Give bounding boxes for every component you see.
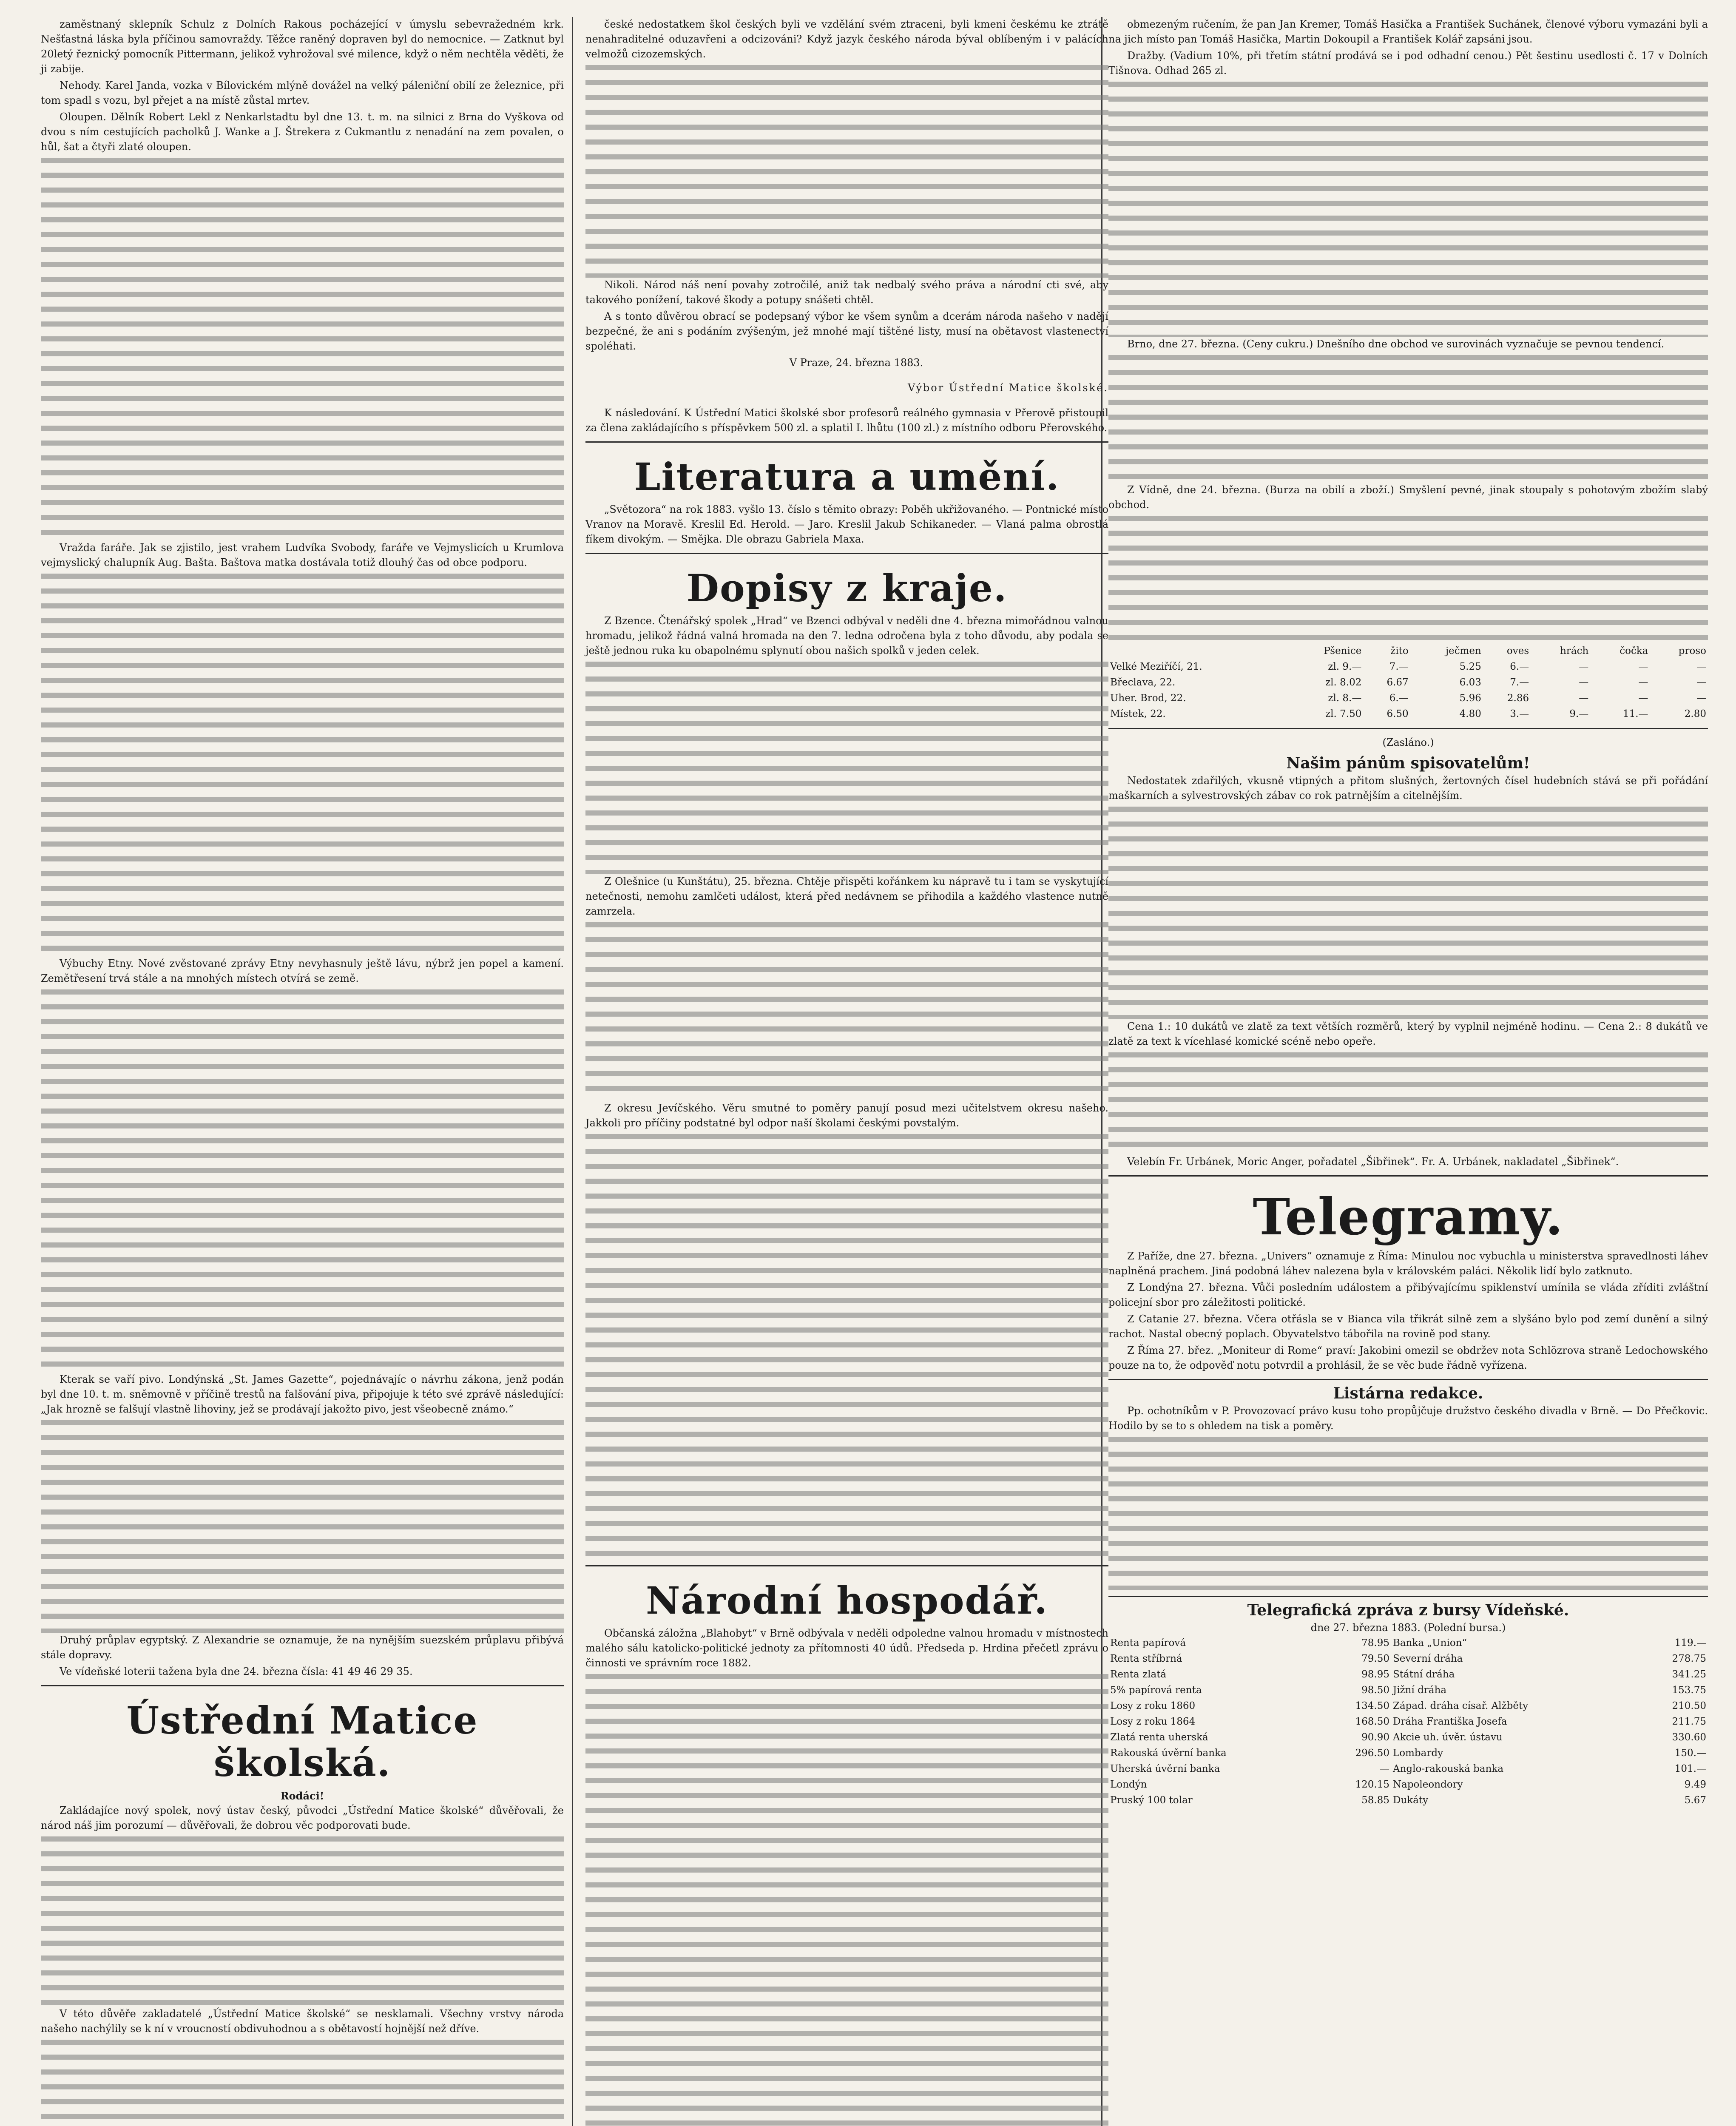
illegible-text-block [1108, 82, 1708, 337]
illegible-text-block [41, 2040, 564, 2126]
table-cell: — [1379, 1763, 1389, 1774]
table-cell: 330.60 [1672, 1732, 1706, 1743]
table-cell: Severní dráha [1392, 1653, 1463, 1664]
table-cell: Uher. Brod, 22. [1110, 693, 1186, 704]
table-header-cell [1108, 643, 1287, 659]
table-cell: 79.50 [1361, 1653, 1389, 1664]
column-right [1107, 17, 1710, 2126]
illegible-text-block [585, 1674, 1108, 2126]
illegible-text-block [1108, 1052, 1708, 1154]
article-paragraph: Kterak se vaří pivo. Londýnská „St. James Gazette“, pojednávajíc o návrhu zákona, jenž podán byl dne 10. t. m. sněmovně v příčině trestů na falšování piva, připojuje k této své zprávě následující: „Jak hrozně se falšují vlastně lihoviny, jež se prodávají jakožto pivo, jest všeobecně známo.“ [41, 1373, 564, 1415]
table-cell: 134.50 [1355, 1700, 1389, 1711]
table-cell: 98.95 [1361, 1669, 1389, 1680]
illegible-text-block [585, 662, 1108, 874]
table-cell: 98.50 [1361, 1685, 1389, 1696]
article-paragraph: Brno, dne 27. března. (Ceny cukru.) Dnešního dne obchod ve surovinách vyznačuje se pevnou tendencí. [1127, 338, 1665, 350]
table-cell: Akcie uh. úvěr. ústavu [1392, 1732, 1503, 1743]
table-row [1108, 1761, 1708, 1777]
illegible-text-block [41, 158, 564, 540]
table-cell: 2.86 [1507, 693, 1529, 704]
table-cell: Renta zlatá [1110, 1669, 1167, 1680]
table-cell: 2.80 [1684, 708, 1706, 719]
table-header-cell: čočka [1620, 645, 1648, 657]
illegible-text-block [41, 574, 564, 956]
section-title-literatura: Literatura a umění. [634, 455, 1060, 499]
section-title-listarna: Listárna redakce. [1333, 1384, 1483, 1402]
illegible-text-block [1108, 516, 1708, 643]
table-cell: Dráha Františka Josefa [1392, 1716, 1507, 1727]
table-cell: zl. 7.50 [1325, 708, 1362, 719]
article-paragraph: Z Catanie 27. března. Včera otřásla se v Bianca vila třikrát silně zem a slyšáno bylo pod zemí dunění a silný rachot. Nastal obecný poplach. Obyvatelstvo tábořila na rovině pod stany. [1108, 1313, 1708, 1340]
table-header-cell: hrách [1560, 645, 1589, 657]
table-row [1108, 1651, 1708, 1667]
table-cell: Uherská úvěrní banka [1110, 1763, 1220, 1774]
table-cell: 5.67 [1684, 1795, 1706, 1806]
article-paragraph: Z Bzence. Čtenářský spolek „Hrad“ ve Bzenci odbýval v neděli dne 4. března mimořádnou valnou hromadu, jelikož řádná valná hromada na den 7. ledna odročena byla z toho důvodu, aby podala se ještě jednou ruka ku obapolnému splynutí obou našich spolků v jeden celek. [585, 615, 1108, 657]
table-cell: — [1696, 661, 1706, 672]
table-cell: 9.49 [1684, 1779, 1706, 1790]
illegible-text-block [41, 1836, 564, 2007]
table-row [1108, 1745, 1708, 1761]
grain-price-table [1108, 643, 1708, 722]
column-rule-1 [572, 17, 573, 2126]
section-title-matice: Ústřední Matice školská. [126, 1698, 478, 1785]
table-cell: 90.90 [1361, 1732, 1389, 1743]
section-divider [41, 1685, 564, 1686]
illegible-text-block [1108, 807, 1708, 1019]
article-paragraph: Druhý průplav egyptský. Z Alexandrie se oznamuje, že na nynějším suezském průplavu přibývá stále dopravy. [41, 1634, 564, 1661]
table-row [1108, 1667, 1708, 1683]
article-paragraph: Z Londýna 27. března. Vůči posledním událostem a přibývajícímu spiklenství umínila se vláda zříditi zvláštní policejní sbor pro záležitosti politické. [1108, 1282, 1708, 1308]
table-cell: Rakouská úvěrní banka [1110, 1748, 1227, 1759]
table-cell: 4.80 [1459, 708, 1481, 719]
article-paragraph: Nikoli. Národ náš není povahy zotročilé, aniž tak nedbalý svého práva a národní cti své, aby takového ponížení, takové škody a potupy snášeti chtěl. [585, 279, 1108, 306]
article-paragraph: Cena 1.: 10 dukátů ve zlatě za text větších rozměrů, který by vyplnil nejméně hodinu. — Cena 2.: 8 dukátů ve zlatě za text k vícehlasé komické scéně nebo opeře. [1108, 1020, 1708, 1047]
table-cell: Losy z roku 1864 [1110, 1716, 1196, 1727]
table-header-row [1108, 643, 1708, 659]
article-paragraph: Vražda faráře. Jak se zjistilo, jest vrahem Ludvíka Svobody, faráře ve Vejmyslicích u Krumlova vejmyslický chalupník Aug. Bašta. Baštova matka dostávala totiž dlouhý čas od obce podporu. [41, 542, 564, 568]
table-cell: Napoleondory [1392, 1779, 1463, 1790]
table-cell: — [1638, 661, 1648, 672]
bourse-table [1108, 1635, 1708, 1808]
table-cell: Státní dráha [1392, 1669, 1455, 1680]
section-divider [1108, 1596, 1708, 1597]
article-paragraph: české nedostatkem škol českých byli ve vzdělání svém ztraceni, byli kmeni českému ke ztrátě nenahraditelné oduzavřeni a odcizováni? Když jazyk českého národa býval oblíbeným i v palácích velmožů cizozemských. [585, 18, 1108, 60]
table-cell: zl. 9.— [1328, 661, 1362, 672]
article-paragraph: Z Vídně, dne 24. března. (Burza na obilí a zboží.) Smyšlení pevné, jinak stoupaly s pohotovým zbožím slabý obchod. [1108, 484, 1708, 511]
table-cell: Jižní dráha [1392, 1685, 1447, 1696]
table-cell: 211.75 [1672, 1716, 1706, 1727]
article-paragraph: Nehody. Karel Janda, vozka v Bílovickém mlýně dovážel na velký páleniční obilí ze železnice, při tom spadl s vozu, byl přejet a na místě zůstal mrtev. [41, 80, 564, 106]
table-cell: Anglo-rakouská banka [1392, 1763, 1504, 1774]
table-row [1108, 1683, 1708, 1698]
table-row [1108, 1635, 1708, 1651]
table-cell: 6.67 [1387, 677, 1409, 688]
table-cell: 6.03 [1459, 677, 1481, 688]
article-paragraph: Zakládajíce nový spolek, nový ústav český, původci „Ústřední Matice školské“ důvěřovali, že národ náš jim porozumí — důvěřovali, že dobrou věc podporovati bude. [41, 1805, 564, 1831]
article-paragraph: Výbuchy Etny. Nové zvěstované zprávy Etny nevyhasnuly ještě lávu, nýbrž jen popel a kamení. Zemětřesení trvá stále a na mnohých místech otvírá se země. [41, 958, 564, 984]
section-title-hospodar: Národní hospodář. [645, 1578, 1048, 1623]
table-cell: 3.— [1510, 708, 1529, 719]
table-cell: Lombardy [1392, 1748, 1443, 1759]
table-header-cell: ječmen [1446, 645, 1481, 657]
table-row [1108, 659, 1708, 675]
article-paragraph: obmezeným ručením, že pan Jan Kremer, Tomáš Hasička a František Suchánek, členové výboru vymazáni byli a na jich místo pan Tomáš Hasička, Martin Dokoupil a František Kolář zapsáni jsou. [1108, 18, 1708, 45]
article-paragraph: Oloupen. Dělník Robert Lekl z Nenkarlstadtu byl dne 13. t. m. na silnici z Brna do Vyškova od dvou s ním cestujících pacholků J. Wanke a J. Štrekera z Cukmantlu z nenadání na zem povalen, o hůl, šat a čtyři zlaté oloupen. [41, 111, 564, 153]
table-row [1108, 675, 1708, 691]
table-cell: — [1696, 677, 1706, 688]
table-cell: — [1696, 693, 1706, 704]
table-cell: 58.85 [1361, 1795, 1389, 1806]
table-cell: 296.50 [1355, 1748, 1389, 1759]
illegible-text-block [41, 989, 564, 1372]
section-divider [1108, 1175, 1708, 1177]
section-title-telegramy: Telegramy. [1253, 1187, 1564, 1246]
table-cell: Londýn [1110, 1779, 1147, 1790]
table-cell: 168.50 [1355, 1716, 1389, 1727]
article-paragraph: Dražby. (Vadium 10%, při třetím státní prodává se i pod odhadní cenou.) Pět šestinu usedlosti č. 17 v Dolních Tišnova. Odhad 265 zl. [1108, 50, 1708, 77]
table-cell: 7.— [1389, 661, 1409, 672]
table-row [1108, 1793, 1708, 1808]
table-cell: zl. 8.02 [1325, 677, 1362, 688]
table-cell: Renta stříbrná [1110, 1653, 1182, 1664]
section-divider [585, 441, 1108, 443]
article-paragraph: Pp. ochotníkům v P. Provozovací právo kusu toho propůjčuje družstvo českého divadla v Brně. — Do Přečkovic. Hodilo by se to s ohledem na tisk a poměry. [1108, 1405, 1708, 1432]
table-cell: — [1638, 677, 1648, 688]
table-cell: 101.— [1674, 1763, 1706, 1774]
section-divider [585, 553, 1108, 554]
table-cell: 120.15 [1355, 1779, 1389, 1790]
article-paragraph: Z okresu Jevíčského. Věru smutné to poměry panují posud mezi učitelstvem okresu našeho. Jakkoli pro příčiny podstatné byl odpor naší školami českými povstalým. [585, 1102, 1108, 1129]
article-paragraph: V této důvěře zakladatelé „Ústřední Matice školské“ se nesklamali. Všechny vrstvy národa našeho nachýlily se k ní v vroucností obdivuhodnou a s obětavostí hojnější než dříve. [41, 2008, 564, 2035]
signature-name: Výbor Ústřední Matice školské. [908, 382, 1108, 394]
burza-subtitle: dne 27. března 1883. (Polední bursa.) [1310, 1622, 1506, 1634]
table-cell: Místek, 22. [1110, 708, 1166, 719]
signature-date: V Praze, 24. března 1883. [789, 357, 923, 369]
table-cell: Losy z roku 1860 [1110, 1700, 1196, 1711]
lottery-numbers: Ve vídeňské loterii tažena byla dne 24. března čísla: 41 49 46 29 35. [60, 1666, 413, 1677]
table-cell: — [1579, 677, 1589, 688]
table-cell: Zlatá renta uherská [1110, 1732, 1208, 1743]
table-cell: Banka „Union“ [1392, 1637, 1467, 1649]
table-cell: zl. 8.— [1328, 693, 1362, 704]
illegible-text-block [585, 1134, 1108, 1559]
table-cell: 5% papírová renta [1110, 1685, 1202, 1696]
article-paragraph: „Světozora“ na rok 1883. vyšlo 13. číslo s těmito obrazy: Poběh ukřižovaného. — Pontnické místo Vranov na Moravě. Kreslil Ed. Herold. — Jaro. Kreslil Jakub Schikaneder. — Vlaná palma obrostlá fíkem divokým. — Smějka. Dle obrazu Gabriela Maxa. [585, 503, 1108, 545]
table-row [1108, 706, 1708, 722]
table-cell: 210.50 [1672, 1700, 1706, 1711]
table-cell: — [1579, 693, 1589, 704]
table-cell: 278.75 [1672, 1653, 1706, 1664]
table-cell: 119.— [1674, 1637, 1706, 1649]
table-cell: 9.— [1569, 708, 1589, 719]
table-row [1108, 1777, 1708, 1793]
article-paragraph: Nedostatek zdařilých, vkusně vtipných a přitom slušných, žertovných čísel hudebních stává se při pořádání maškarních a sylvestrovských zábav co rok patrnějším a citelnějším. [1108, 775, 1708, 802]
table-cell: Západ. dráha císař. Alžběty [1392, 1700, 1529, 1711]
illegible-text-block [1108, 1437, 1708, 1590]
illegible-text-block [1108, 355, 1708, 483]
column-middle [584, 17, 1110, 2126]
column-left [39, 17, 565, 2126]
table-row [1108, 1714, 1708, 1730]
table-cell: 341.25 [1672, 1669, 1706, 1680]
table-cell: 7.— [1510, 677, 1529, 688]
table-cell: Břeclava, 22. [1110, 677, 1176, 688]
table-cell: 5.96 [1459, 693, 1481, 704]
table-cell: 5.25 [1459, 661, 1481, 672]
illegible-text-block [585, 922, 1108, 1101]
article-paragraph: A s tonto důvěrou obrací se podepsaný výbor ke všem synům a dcerám národa našeho v nadějí bezpečné, že ani s podáním zvýšeným, jež mnohé mají tištěné listy, musí na obětavost vlastenectví spoléhati. [585, 310, 1108, 352]
section-divider [585, 1565, 1108, 1566]
table-header-cell: Pšenice [1324, 645, 1362, 657]
table-cell: Renta papírová [1110, 1637, 1186, 1649]
table-cell: — [1579, 661, 1589, 672]
article-paragraph: Z Paříže, dne 27. března. „Univers“ oznamuje z Říma: Minulou noc vybuchla u ministerstva spravedlnosti láhev naplněná prachem. Jiná podobná láhev nalezena byla v královském paláci. Několik lidí bylo zatknuto. [1108, 1250, 1708, 1277]
table-cell: 11.— [1622, 708, 1648, 719]
article-paragraph: Z Olešnice (u Kunštátu), 25. března. Chtěje přispěti kořánkem ku nápravě tu i tam se vyskytující netečnosti, nemohu zamlčeti událost, která před nedávnem se přihodila a každého vlastence nutně zamrzela. [585, 875, 1108, 917]
table-row [1108, 691, 1708, 706]
article-paragraph: zaměstnaný sklepník Schulz z Dolních Rakous pocházející v úmyslu sebevražedném krk. Nešťastná láska byla příčinou samovraždy. Těžce raněný dopraven byl do nemocnice. — Zatknut byl 20letý řeznický pomocník Pittermann, jelikož vyhrožoval své milence, když o něm nechtěla věděti, že ji zabije. [41, 18, 564, 75]
table-header-cell: žito [1390, 645, 1409, 657]
table-row [1108, 1730, 1708, 1745]
zaslano-label: (Zasláno.) [1382, 736, 1434, 748]
table-cell: 6.— [1510, 661, 1529, 672]
zaslano-title: Našim pánům spisovatelům! [1286, 754, 1530, 772]
article-paragraph: Občanská záložna „Blahobyt“ v Brně odbývala v neděli odpoledne valnou hromadu v místnostech malého sálu katolicko-politické jednoty za přítomnosti 40 údů. Předseda p. Hrdina přečetl zprávu o činnosti ve správním roce 1882. [585, 1627, 1108, 1669]
illegible-text-block [41, 1420, 564, 1633]
table-cell: Pruský 100 tolar [1110, 1795, 1193, 1806]
table-row [1108, 1698, 1708, 1714]
table-cell: 153.75 [1672, 1685, 1706, 1696]
table-cell: Velké Meziříčí, 21. [1110, 661, 1202, 672]
table-cell: 6.50 [1387, 708, 1409, 719]
section-divider [1108, 728, 1708, 729]
table-header-cell: proso [1678, 645, 1706, 657]
section-title-burza: Telegrafická zpráva z bursy Vídeňské. [1247, 1601, 1569, 1619]
table-cell: 6.— [1389, 693, 1409, 704]
table-cell: Dukáty [1392, 1795, 1429, 1806]
illegible-text-block [585, 65, 1108, 278]
table-cell: 78.95 [1361, 1637, 1389, 1649]
table-header-cell: oves [1506, 645, 1529, 657]
section-divider [1108, 1379, 1708, 1380]
article-paragraph: Z Říma 27. břez. „Moniteur di Rome“ praví: Jakobini omezil se obdržev nota Schlözrova straně Ledochowského pouze na to, že odpověď notu potvrdil a prohlásil, že se věc bude řádně vyřízena. [1108, 1344, 1708, 1371]
table-cell: — [1638, 693, 1648, 704]
article-paragraph: K následování. K Ústřední Matici školské sbor profesorů reálného gymnasia v Přerově přistoupil za člena zakládajícího s příspěvkem 500 zl. a splatil I. lhůtu (100 zl.) z místního odboru Přerovského. [585, 407, 1108, 434]
table-cell: 150.— [1674, 1748, 1706, 1759]
signatures: Velebín Fr. Urbánek, Moric Anger, pořadatel „Šibřinek“. Fr. A. Urbánek, nakladatel „Šibřinek“. [1127, 1156, 1619, 1168]
section-subtitle: Rodáci! [280, 1790, 324, 1802]
section-title-dopisy: Dopisy z kraje. [686, 566, 1008, 610]
